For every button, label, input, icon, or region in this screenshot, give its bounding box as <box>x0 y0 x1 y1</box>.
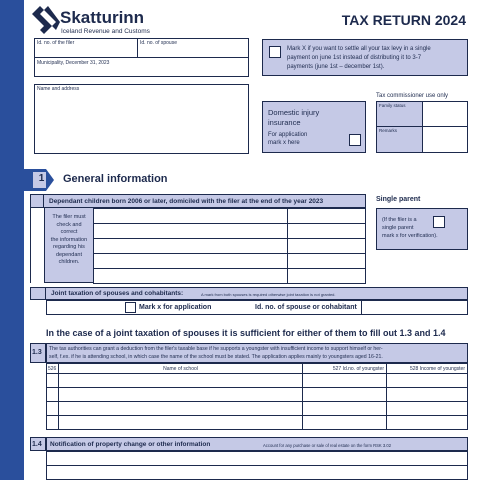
s14-header <box>46 437 468 451</box>
child-id-cell[interactable] <box>288 209 366 224</box>
joint-mark-label: Mark x for application <box>139 304 212 311</box>
child-name-cell[interactable] <box>94 269 288 284</box>
s11-left-rule <box>30 208 44 283</box>
commissioner-title: Tax commissioner use only <box>376 93 449 99</box>
s11-number-cell <box>30 194 44 208</box>
brand-name: Skatturinn <box>60 8 145 27</box>
remarks-value[interactable] <box>423 127 468 152</box>
s13-number-cell <box>30 343 46 363</box>
child-name-cell[interactable] <box>94 239 288 254</box>
s14-title: Notification of property change or other information <box>50 441 211 448</box>
spouse-id-label: Id. no. of spouse <box>140 40 177 46</box>
skatturinn-logo-icon <box>30 4 60 34</box>
s12-number-cell <box>30 287 46 300</box>
doc-title: TAX RETURN 2024 <box>341 12 466 28</box>
remarks-cell <box>377 127 423 152</box>
s14-number-cell <box>30 437 46 451</box>
school-cell[interactable] <box>59 388 303 402</box>
s14-number: 1.4 <box>32 441 42 448</box>
youngster-id-cell[interactable] <box>303 388 387 402</box>
joint-spouse-id-input[interactable] <box>361 301 468 314</box>
income-cell[interactable] <box>387 402 468 416</box>
s11-note-7: children. <box>58 259 80 265</box>
col-school: Name of school <box>59 364 303 374</box>
single-parent-box <box>376 208 468 250</box>
child-name-cell[interactable] <box>94 254 288 269</box>
s11-note-3: correct <box>60 229 78 235</box>
injury-title-2: insurance <box>268 118 301 127</box>
child-name-cell[interactable] <box>94 209 288 224</box>
s12-row <box>46 300 468 315</box>
injury-note-1: For application <box>268 132 308 138</box>
general-number: 1 <box>38 173 45 184</box>
child-id-cell[interactable] <box>288 269 366 284</box>
s11-note-1: The filer must <box>52 214 86 220</box>
children-table <box>93 208 366 284</box>
family-status-label: Family status <box>379 103 406 108</box>
s11-note-5: regarding his <box>53 244 85 250</box>
col-code: 526 <box>47 364 59 374</box>
s11-note-4: the information <box>50 236 88 243</box>
joint-note: In the case of a joint taxation of spouses it is sufficient for either of them to fill out 1.3 and 1.4 <box>46 328 446 338</box>
youngster-id-cell[interactable] <box>303 416 387 430</box>
property-row-2[interactable] <box>46 465 468 480</box>
youngster-id-cell[interactable] <box>303 374 387 388</box>
school-cell[interactable] <box>59 402 303 416</box>
name-address-field[interactable] <box>34 84 249 154</box>
income-cell[interactable] <box>387 416 468 430</box>
single-parent-note-3: mark x for verification). <box>382 233 438 239</box>
s12-fineprint: A mark from both spouses is required otherwise joint taxation is not granted. <box>201 292 336 297</box>
s13-number: 1.3 <box>32 349 42 356</box>
income-cell[interactable] <box>387 374 468 388</box>
child-name-cell[interactable] <box>94 224 288 239</box>
settlement-text-2: payment on june 1st instead of distributing it to 3-7 <box>287 55 422 61</box>
s11-note-cell <box>44 208 94 283</box>
s12-title: Joint taxation of spouses and cohabitants: <box>51 290 184 297</box>
code-cell <box>47 416 59 430</box>
s11-header <box>30 194 366 208</box>
injury-checkbox[interactable] <box>349 134 361 146</box>
youngster-id-cell[interactable] <box>303 402 387 416</box>
brand-subtitle: Iceland Revenue and Customs <box>61 28 150 35</box>
s14-fineprint: Account for any purchase or sale of real estate on the form RSK 3.02 <box>263 442 392 448</box>
spouse-id-field[interactable] <box>137 38 249 58</box>
income-cell[interactable] <box>387 388 468 402</box>
municipality-field[interactable] <box>34 57 249 77</box>
name-address-label: Name and address <box>37 86 80 92</box>
s13-text-1: The tax authorities can grant a deduction from the filer's taxable base if he supports a youngster with insufficient income to support himself or her- <box>49 346 383 352</box>
settlement-box <box>262 39 468 76</box>
single-parent-title: Single parent <box>376 196 421 203</box>
single-parent-note-2: single parent <box>382 225 414 231</box>
single-parent-note-1: (If the filer is a <box>382 217 417 223</box>
filer-id-label: Id. no. of the filer <box>37 40 75 46</box>
commissioner-box <box>376 101 468 153</box>
general-title: General information <box>63 173 168 185</box>
code-cell <box>47 402 59 416</box>
code-cell <box>47 374 59 388</box>
youngster-table <box>46 363 468 430</box>
s11-title: Dependant children born 2006 or later, domiciled with the filer at the end of the year 2023 <box>49 198 324 205</box>
injury-insurance-box <box>262 101 366 153</box>
child-id-cell[interactable] <box>288 254 366 269</box>
family-status-cell <box>377 102 423 127</box>
child-id-cell[interactable] <box>288 224 366 239</box>
s11-note-2: check and <box>56 221 82 228</box>
municipality-label: Municipality, December 31, 2023 <box>37 60 110 66</box>
col-youngster-income: 528 Income of youngster <box>387 364 468 374</box>
injury-title-1: Domestic injury <box>268 108 320 117</box>
code-cell <box>47 388 59 402</box>
filer-id-field[interactable] <box>34 38 138 58</box>
property-row-1[interactable] <box>46 451 468 466</box>
s11-note-6: dependant <box>56 251 82 258</box>
s13-header <box>46 343 468 363</box>
settlement-checkbox[interactable] <box>269 46 281 58</box>
family-status-value[interactable] <box>423 102 468 127</box>
remarks-label: Remarks <box>379 128 398 133</box>
joint-spouse-id-label: Id. no. of spouse or cohabitant <box>255 304 357 311</box>
child-id-cell[interactable] <box>288 239 366 254</box>
s12-header <box>30 287 468 300</box>
school-cell[interactable] <box>59 416 303 430</box>
settlement-text-3: payments (june 1st – december 1st). <box>287 64 385 70</box>
injury-note-2: mark x here <box>268 140 300 146</box>
single-parent-checkbox[interactable] <box>433 216 445 228</box>
col-youngster-id: 527 Id.no. of youngster <box>303 364 387 374</box>
settlement-text-1: Mark X if you want to settle all your tax levy in a single <box>287 46 431 52</box>
s13-text-2: self, f.ex. if he is attending school, in which case the name of the school must be stated. The application applies mainly to youngsters aged 16-21. <box>49 353 383 360</box>
side-stripe <box>0 0 24 480</box>
school-cell[interactable] <box>59 374 303 388</box>
joint-taxation-checkbox[interactable] <box>125 302 136 313</box>
